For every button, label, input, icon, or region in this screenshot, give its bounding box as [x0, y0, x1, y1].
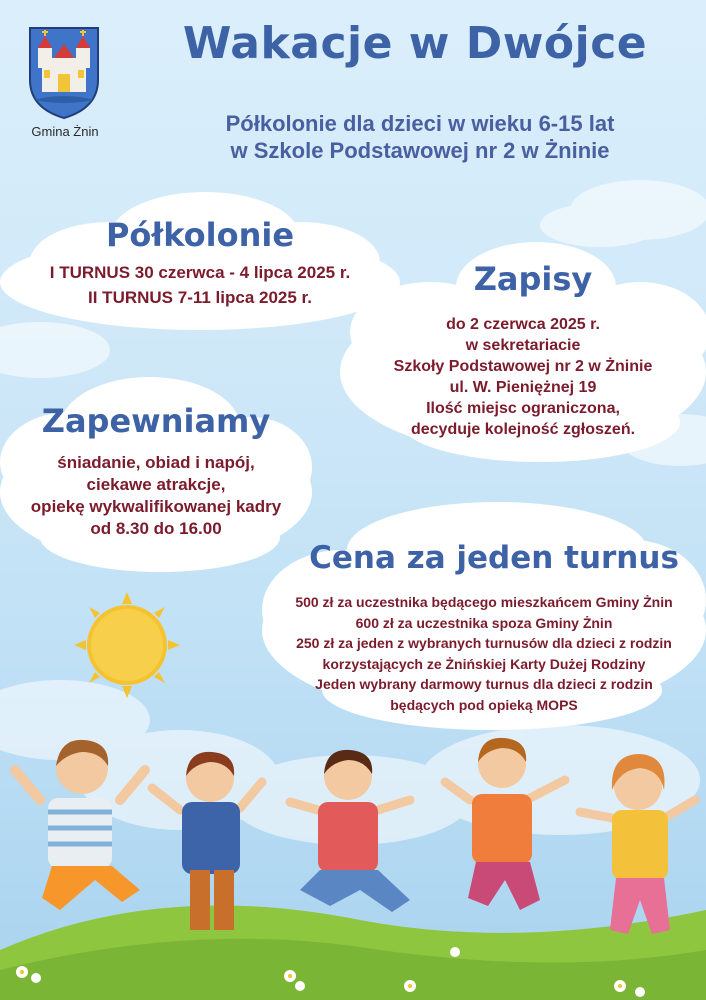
zapisy-line: Ilość miejsc ograniczona, — [426, 400, 620, 417]
subtitle-line: Półkolonie dla dzieci w wieku 6-15 lat — [225, 111, 615, 136]
page-title: Wakacje w Dwójce — [182, 18, 648, 69]
child-figure-4 — [445, 738, 565, 910]
cena-body — [262, 592, 706, 715]
zapewniamy-line: śniadanie, obiad i napój, — [57, 453, 255, 472]
cena-line: korzystających ze Żnińskiej Karty Dużej Rodziny — [322, 655, 646, 672]
zapewniamy-line: ciekawe atrakcje, — [86, 475, 226, 494]
cena-line: 250 zł za jeden z wybranych turnusów dla dzieci z rodzin — [296, 635, 672, 651]
zapisy-body — [340, 314, 706, 440]
subtitle-line: w Szkole Podstawowej nr 2 w Żninie — [230, 138, 610, 163]
zapewniamy-line: opiekę wykwalifikowanej kadry — [30, 497, 282, 516]
jumping-children-illustration — [0, 730, 706, 960]
cena-line: będących pod opieką MOPS — [390, 696, 578, 713]
zapisy-line: w sekretariacie — [465, 337, 581, 354]
zapisy-line: ul. W. Pieniężnej 19 — [449, 379, 597, 396]
zapewniamy-line: od 8.30 do 16.00 — [90, 519, 222, 538]
sun-illustration — [72, 590, 182, 700]
cena-line: 600 zł za uczestnika spoza Gminy Żnin — [355, 614, 613, 631]
zapisy-line: Szkoły Podstawowej nr 2 w Żninie — [393, 358, 653, 375]
zapisy-line: do 2 czerwca 2025 r. — [446, 316, 600, 333]
cloud-cena — [262, 500, 706, 730]
polkolonie-line: I TURNUS 30 czerwca - 4 lipca 2025 r. — [49, 263, 351, 282]
zapisy-heading: Zapisy — [473, 260, 593, 298]
polkolonie-heading: Półkolonie — [105, 216, 295, 254]
zapisy-line: decyduje kolejność zgłoszeń. — [410, 421, 636, 438]
cloud-zapisy — [340, 242, 706, 464]
child-figure-5 — [580, 754, 695, 934]
cena-line: Jeden wybrany darmowy turnus dla dzieci z rodzin — [315, 676, 653, 692]
zapewniamy-heading: Zapewniamy — [41, 402, 271, 440]
cena-heading: Cena za jeden turnus — [309, 540, 679, 576]
child-figure-3 — [290, 750, 410, 912]
cena-line: 500 zł za uczestnika będącego mieszkańcem Gminy Żnin — [295, 594, 673, 610]
child-figure-1 — [15, 740, 145, 910]
polkolonie-line: II TURNUS 7-11 lipca 2025 r. — [88, 288, 312, 307]
crest-label: Gmina Żnin — [31, 124, 99, 139]
child-figure-2 — [152, 752, 262, 930]
